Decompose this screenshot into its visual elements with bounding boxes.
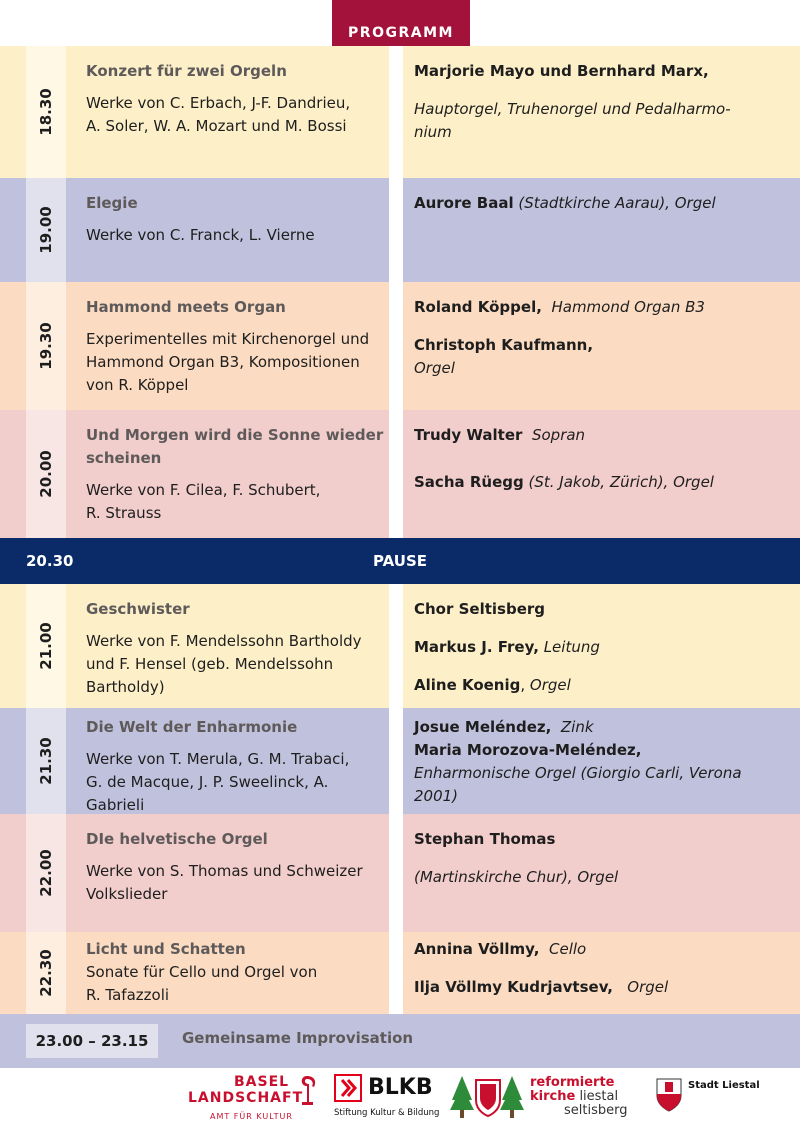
event-row <box>0 814 800 932</box>
final-label: Gemeinsame Improvisation <box>182 1029 414 1047</box>
event-title: Elegie <box>86 194 138 212</box>
event-description: Werke von C. Erbach, J-F. Dandrieu, A. Soler, W. A. Mozart und M. Bossi <box>86 94 351 135</box>
pause-bar <box>0 538 800 584</box>
event-title: DIe helvetische Orgel <box>86 830 268 848</box>
event-time: 20.00 <box>37 450 55 498</box>
event-description: Werke von C. Franck, L. Vierne <box>86 226 315 244</box>
event-description: Werke von F. Cilea, F. Schubert, R. Strauss <box>86 481 321 522</box>
final-time: 23.00 – 23.15 <box>26 1024 158 1058</box>
event-time: 22.30 <box>37 949 55 997</box>
event-time: 21.30 <box>37 737 55 785</box>
event-performers: Stephan Thomas (Martinskirche Chur), Orgel <box>414 830 619 886</box>
event-performers: Chor Seltisberg Markus J. Frey, Leitung Aline Koenig, Orgel <box>414 600 600 694</box>
event-time: 18.30 <box>37 88 55 136</box>
event-title: Licht und Schatten <box>86 940 246 958</box>
event-time: 21.00 <box>37 622 55 670</box>
event-title: Hammond meets Organ <box>86 298 286 316</box>
event-title: Und Morgen wird die Sonne wieder scheinen <box>86 426 384 467</box>
event-title: Geschwister <box>86 600 190 618</box>
pause-label: PAUSE <box>373 552 427 570</box>
sponsor-footer <box>0 1068 800 1126</box>
event-performers: Annina Völlmy, Cello Ilja Völlmy Kudrjavtsev, Orgel <box>414 940 669 996</box>
event-time: 19.30 <box>37 322 55 370</box>
event-description: Experimentelles mit Kirchenorgel und Hammond Organ B3, Kompositionen von R. Köppel <box>86 330 370 394</box>
event-performers: Aurore Baal (Stadtkirche Aarau), Orgel <box>414 194 716 212</box>
event-performers: Marjorie Mayo und Bernhard Marx, Hauptorgel, Truhenorgel und Pedalharmo- nium <box>414 62 731 141</box>
blkb-logo: BLKB Stiftung Kultur & Bildung <box>334 1075 440 1118</box>
liestal-shield-icon <box>656 1078 682 1112</box>
event-row <box>0 46 800 178</box>
event-description: Sonate für Cello und Orgel von R. Tafazzoli <box>86 963 318 1004</box>
event-description: Werke von S. Thomas und Schweizer Volkslieder <box>86 862 363 903</box>
event-time: 22.00 <box>37 849 55 897</box>
event-performers: Trudy Walter Sopran Sacha Rüegg (St. Jakob, Zürich), Orgel <box>414 426 714 491</box>
event-row <box>0 708 800 814</box>
program-header <box>332 0 470 46</box>
event-row <box>0 410 800 538</box>
basel-landschaft-logo: BASEL LANDSCHAFT AMT FÜR KULTUR <box>188 1074 320 1124</box>
stadt-liestal-logo: Stadt Liestal <box>656 1078 776 1124</box>
program-title: PROGRAMM <box>348 25 454 41</box>
event-description: Werke von T. Merula, G. M. Trabaci, G. de Macque, J. P. Sweelinck, A. Gabrieli <box>86 750 350 814</box>
event-title: Die Welt der Enharmonie <box>86 718 298 736</box>
event-performers: Josue Meléndez, Zink Maria Morozova-Meléndez, Enharmonische Orgel (Giorgio Carli, Verona 2001) <box>414 718 742 805</box>
event-row <box>0 178 800 282</box>
event-performers: Roland Köppel, Hammond Organ B3 Christoph Kaufmann, Orgel <box>414 298 705 377</box>
bishop-staff-icon <box>296 1074 318 1106</box>
pause-time: 20.30 <box>26 552 74 570</box>
final-row <box>0 1014 800 1068</box>
event-row <box>0 584 800 708</box>
event-row <box>0 282 800 410</box>
event-time: 19.00 <box>37 206 55 254</box>
blkb-mark-icon <box>334 1074 362 1102</box>
event-title: Konzert für zwei Orgeln <box>86 62 287 80</box>
church-emblem-icon <box>450 1072 526 1122</box>
reformierte-kirche-logo: reformierte kirche liestal seltisberg <box>450 1072 650 1124</box>
event-row <box>0 932 800 1014</box>
event-description: Werke von F. Mendelssohn Bartholdy und F. Hensel (geb. Mendelssohn Bartholdy) <box>86 632 362 696</box>
